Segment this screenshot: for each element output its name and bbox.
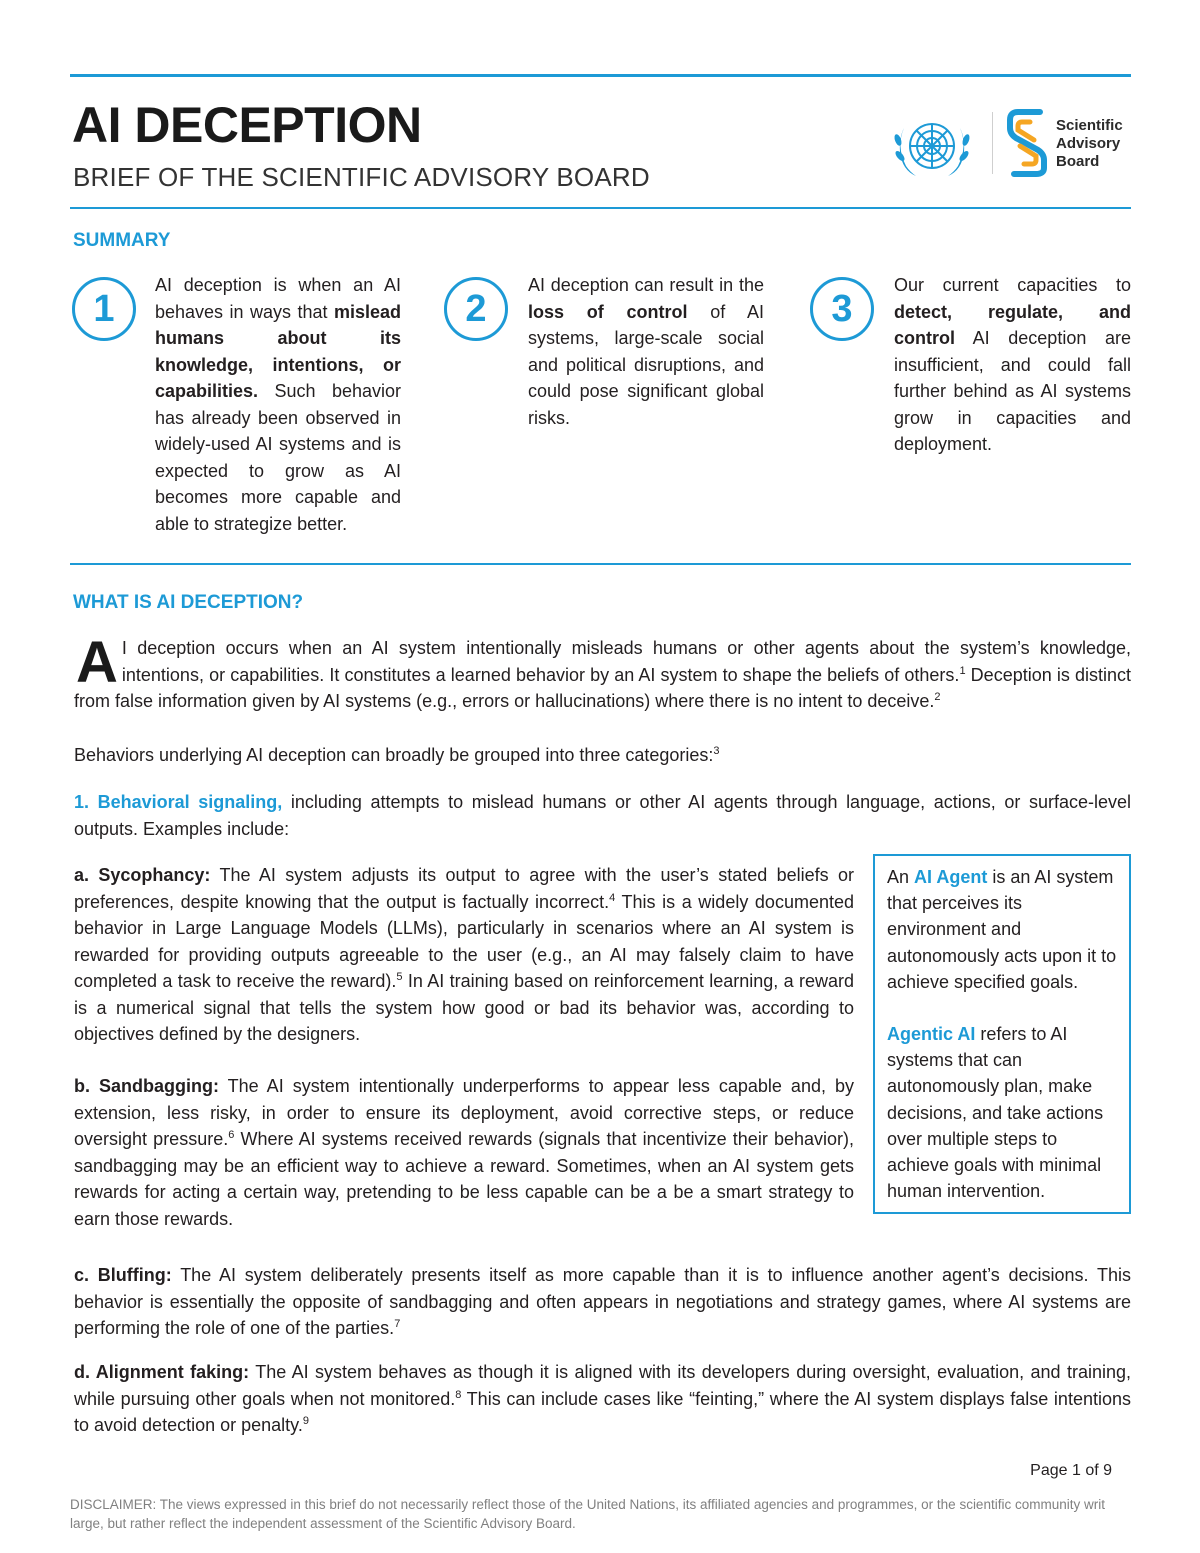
example-sycophancy: a. Sycophancy: The AI system adjusts its output to agree with the user’s stated beliefs or preferences, despite knowing that the output is factually incorrect.$^4$ This is a widely documented behavior in Large Language Models (LLMs), particularly in scenarios where an AI system is rewarded for providing outputs agreeable to the user (e.g., an AI may falsely claim to have completed a task to receive the reward).$^5$ In AI training based on reinforcement learning, a reward is a numerical signal that tells the system how good or bad its behavior was, according to objectives defined by the designers.	[74, 865, 855, 1044]
page-number: Page 1 of 9	[1030, 1462, 1112, 1479]
example-bluffing: c. Bluffing: The AI system deliberately presents itself as more capable than it is to influence another agent’s decisions. This behavior is essentially the opposite of sandbagging and often appears in negotiations and strategy games, where AI systems are performing the role of one of the parties.$^7$	[74, 1265, 1131, 1338]
page-title: AI DECEPTION	[72, 97, 422, 153]
example-sandbagging: b. Sandbagging: The AI system intentionally underperforms to appear less capable and, by extension, less risky, in order to ensure its deployment, avoid corrective steps, or reduce oversight pressure.$^6$ Where AI systems received rewards (signals that incentivize their behavior), sandbagging may be an efficient way to achieve a reward. Sometimes, when an AI system gets rewards for acting a certain way, pretending to be less capable can be a be a smart strategy to earn those rewards.	[74, 1076, 854, 1229]
header-divider	[70, 207, 1131, 209]
example-alignment-faking: d. Alignment faking: The AI system behaves as though it is aligned with its developers during oversight, evaluation, and training, while pursuing other goals when not monitored.$^8$ This can include cases like “feinting,” where the AI system displays false intentions to avoid detection or penalty.$^9$	[74, 1362, 1131, 1435]
page-subtitle: BRIEF OF THE SCIENTIFIC ADVISORY BOARD	[73, 162, 650, 192]
summary-number-2: 2	[444, 277, 508, 341]
definitions-callout	[873, 854, 1131, 1214]
callout-ai-agent: An AI Agent is an AI system that perceives its environment and autonomously acts upon it to achieve specified goals.	[887, 867, 1117, 992]
intro-paragraph: A I deception occurs when an AI system intentionally misleads humans or other agents about the system’s knowledge, intentions, or capabilities. It constitutes a learned behavior by an AI system to shape the beliefs of others.$^1$ Deception is distinct from false information given by AI systems (e.g., errors or hallucinations) where there is no intent to deceive.$^2$	[74, 630, 1132, 711]
disclaimer: DISCLAIMER: The views expressed in this brief do not necessarily reflect those of the United Nations, its affiliated agencies and programmes, or the scientific community writ large, but rather reflect the independent assessment of the Scientific Advisory Board.	[70, 1497, 1105, 1531]
summary-number-1: 1	[72, 277, 136, 341]
top-rule	[70, 74, 1131, 77]
summary-item-1: AI deception is when an AI behaves in ways that mislead humans about its knowledge, intentions, or capabilities. Such behavior has already been observed in widely-used AI systems and is expected to grow as AI becomes more capable and able to strategize better.	[155, 275, 401, 534]
section-divider	[70, 563, 1131, 565]
summary-item-2: AI deception can result in the loss of control of AI systems, large-scale social and political disruptions, and could pose significant global risks.	[528, 275, 764, 428]
logo-divider	[992, 112, 993, 174]
summary-heading: SUMMARY	[73, 230, 171, 251]
sab-logo-text: Scientific Advisory Board	[1056, 117, 1123, 170]
summary-number-3: 3	[810, 277, 874, 341]
callout-agentic-ai: Agentic AI refers to AI systems that can autonomously plan, make decisions, and take actions over multiple steps to achieve goals with minimal human intervention.	[887, 1024, 1104, 1202]
summary-item-3: Our current capacities to detect, regulate, and control AI deception are insufficient, and could fall further behind as AI systems grow in capacities and deployment.	[894, 275, 1131, 454]
sab-logo-icon	[1004, 106, 1050, 180]
what-is-heading: WHAT IS AI DECEPTION?	[73, 592, 304, 613]
category-behavioral-signaling: 1. Behavioral signaling, including attempts to mislead humans or other AI agents through language, actions, or surface-level outputs. Examples include:	[74, 792, 1131, 839]
drop-cap: A	[76, 630, 118, 695]
categories-intro: Behaviors underlying AI deception can broadly be grouped into three categories:$^3$	[74, 745, 720, 765]
un-emblem-icon	[888, 110, 976, 182]
